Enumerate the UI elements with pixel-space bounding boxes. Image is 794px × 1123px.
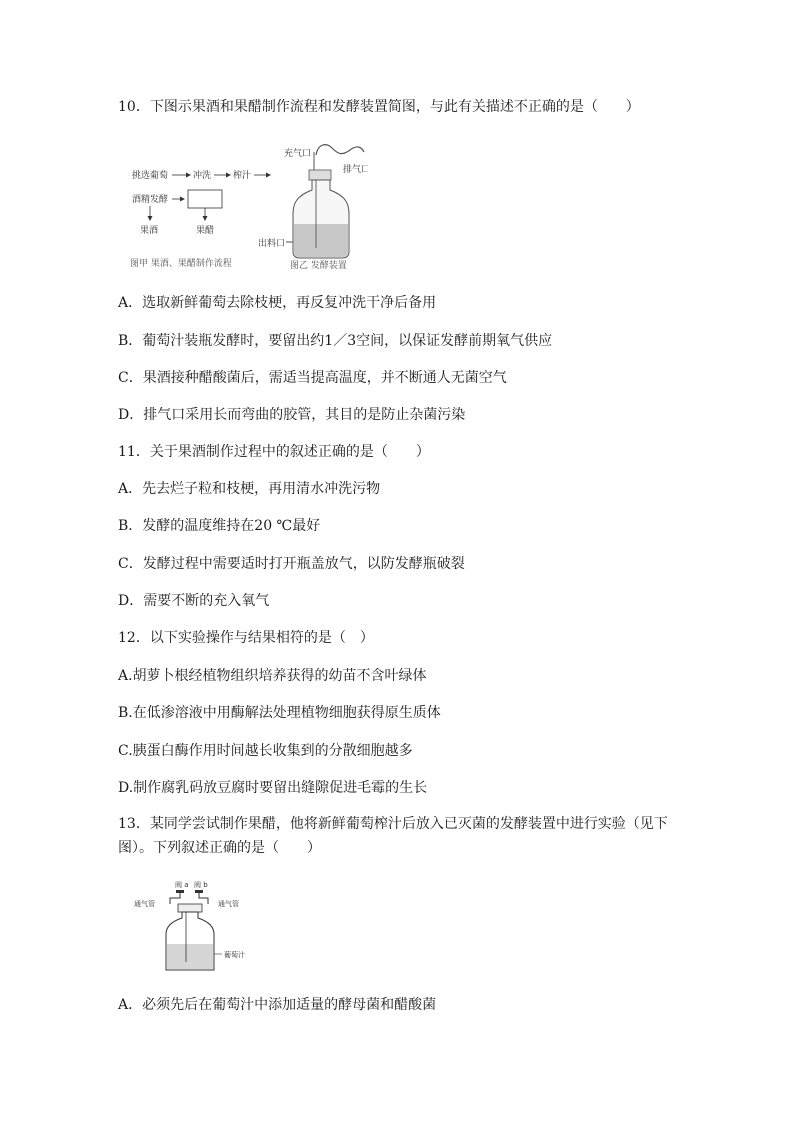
q13-option-a: A．必须先后在葡萄汁中添加适量的酵母菌和醋酸菌: [118, 997, 437, 1013]
bottle-cap: [178, 904, 202, 912]
bottle-liquid: [294, 224, 348, 257]
flow-alcohol-label: 酒精发酵: [132, 195, 169, 205]
valve-a-label: 阀 a: [175, 881, 189, 889]
left-tube-label: 通气管: [134, 900, 155, 908]
flow-wine-label: 果酒: [140, 226, 159, 236]
valve-b-label: 阀 b: [194, 881, 208, 889]
outlet-label: 出料口: [258, 239, 286, 249]
flow-pick-label: 挑选葡萄: [132, 171, 169, 181]
flow-arrowhead-2: [226, 173, 231, 178]
q12-option-d: D.制作腐乳码放豆腐时要留出缝隙促进毛霉的生长: [118, 780, 428, 796]
device-caption: 图乙 发酵装置: [290, 261, 347, 271]
flow-arrowhead-4: [180, 197, 185, 202]
right-tube-label: 通气管: [218, 900, 239, 908]
q12-option-a: A.胡萝卜根经植物组织培养获得的幼苗不含叶绿体: [118, 668, 427, 684]
inlet-label: 充气口: [284, 149, 312, 159]
q10-stem: 10．下图示果酒和果醋制作流程和发酵装置简图，与此有关描述不正确的是（ ）: [118, 99, 640, 115]
q10-option-d: D．排气口采用长而弯曲的胶管，其目的是防止杂菌污染: [118, 407, 466, 423]
q10-option-c: C．果酒接种醋酸菌后，需适当提高温度，并不断通人无菌空气: [118, 370, 507, 386]
flow-caption: 图甲 果酒、果醋制作流程: [130, 259, 232, 269]
q13-stem: 13．某同学尝试制作果醋，他将新鲜葡萄榨汁后放入已灭菌的发酵装置中进行实验（见下图）。下列叙述正确的是（ ）: [118, 816, 668, 856]
flow-blank-box: [188, 190, 222, 208]
flow-juice-label: 榨汁: [233, 171, 252, 181]
left-vent-tube: [170, 893, 180, 904]
q11-stem: 11．关于果酒制作过程中的叙述正确的是（ ）: [118, 444, 430, 460]
q13-figure: [132, 878, 262, 980]
flow-wash-label: 冲洗: [193, 171, 212, 181]
flow-arrowhead-6: [203, 216, 208, 221]
q10-figure: [128, 140, 368, 279]
flow-arrowhead-1: [186, 173, 191, 178]
right-vent-tube: [199, 893, 208, 904]
grape-juice-liquid: [167, 944, 213, 969]
juice-label: 葡萄汁: [224, 951, 245, 959]
bottle-stopper: [309, 170, 331, 180]
q10-diagram: [128, 140, 368, 275]
q11-option-c: C．发酵过程中需要适时打开瓶盖放气，以防发酵瓶破裂: [118, 556, 465, 572]
q11-option-a: A．先去烂子粒和枝梗，再用清水冲洗污物: [118, 481, 381, 497]
valve-a: [176, 890, 184, 893]
q10-option-b: B．葡萄汁装瓶发酵时，要留出约1／3空间，以保证发酵前期氧气供应: [118, 333, 553, 349]
flow-arrowhead-5: [148, 216, 153, 221]
q11-option-d: D．需要不断的充入氧气: [118, 593, 270, 609]
exhaust-label: 排气口: [343, 165, 368, 175]
flow-vinegar-label: 果醋: [196, 226, 215, 236]
q12-option-c: C.胰蛋白酶作用时间越长收集到的分散细胞越多: [118, 743, 413, 759]
q10-option-a: A．选取新鲜葡萄去除枝梗，再反复冲洗干净后备用: [118, 295, 437, 311]
q13-diagram: [132, 878, 262, 976]
q12-stem: 12．以下实验操作与结果相符的是（ ）: [118, 630, 374, 646]
q12-option-b: B.在低渗溶液中用酶解法处理植物细胞获得原生质体: [118, 705, 441, 721]
flow-arrowhead-3: [266, 173, 271, 178]
q11-option-b: B．发酵的温度维持在20 ℃最好: [118, 518, 321, 534]
exhaust-tube: [316, 145, 364, 155]
valve-b: [195, 890, 203, 893]
